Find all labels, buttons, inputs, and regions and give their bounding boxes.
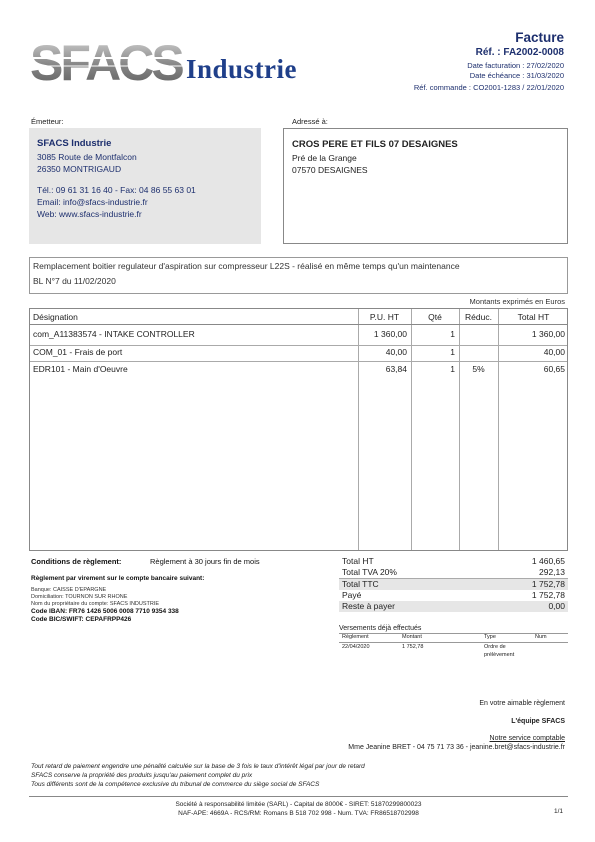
total-value: 1 752,78 <box>531 579 565 589</box>
legal-line: Tous différents sont de la compétence exclusive du tribunal de commerce du siège social de SFACS <box>31 781 320 788</box>
page-number: 1/1 <box>553 808 563 815</box>
totals-block <box>339 556 568 612</box>
invoice-date: Date facturation : 27/02/2020 <box>467 61 564 70</box>
row-total: 40,00 <box>543 347 565 357</box>
total-value: 0,00 <box>548 601 565 611</box>
closing-signature: L'équipe SFACS <box>511 718 565 725</box>
header-total: Total HT <box>517 312 550 322</box>
total-row <box>339 567 568 579</box>
invoice-object <box>29 257 568 294</box>
sender-name: SFACS Industrie <box>37 138 112 149</box>
row-total: 60,65 <box>543 364 565 374</box>
total-label: Reste à payer <box>342 601 395 611</box>
footer-line-2: NAF-APE: 4669A - RCS/RM: Romans B 518 702 998 - Num. TVA: FR86518702998 <box>178 810 419 817</box>
invoice-header <box>414 30 564 93</box>
accounting-contact: Mme Jeanine BRET - 04 75 71 73 36 - jeanine.bret@sfacs-industrie.fr <box>348 744 565 751</box>
due-date: Date échéance : 31/03/2020 <box>469 71 564 80</box>
payments-header-date: Règlement <box>342 634 369 640</box>
closing-line-1: En votre aimable règlement <box>479 700 565 707</box>
total-row <box>339 579 568 590</box>
delivery-note: BL N°7 du 11/02/2020 <box>33 276 116 286</box>
payments-header-num: Num <box>535 634 547 640</box>
sender-address-2: 26350 MONTRIGAUD <box>37 164 122 174</box>
row-unit-price: 63,84 <box>385 364 407 374</box>
total-value: 1 752,78 <box>531 590 565 600</box>
sender-web: Web: www.sfacs-industrie.fr <box>37 209 142 219</box>
total-row <box>339 556 568 567</box>
payment-date: 22/04/2020 <box>342 644 370 650</box>
row-unit-price: 40,00 <box>385 347 407 357</box>
sender-block <box>29 128 261 244</box>
payment-type: Ordre de <box>484 644 506 650</box>
invoice-lines-table <box>29 308 568 551</box>
row-discount: 5% <box>472 364 485 374</box>
account-owner: Nom du propriétaire du compte: SFACS INDUSTRIE <box>31 601 160 607</box>
payments-header-amount: Montant <box>402 634 422 640</box>
sfacs-logo-graphic <box>28 32 188 88</box>
payments-title: Versements déjà effectués <box>339 625 568 634</box>
total-row <box>339 601 568 612</box>
recipient-label: Adressé à: <box>292 117 328 126</box>
total-label: Total HT <box>342 556 374 566</box>
row-unit-price: 1 360,00 <box>373 329 407 339</box>
order-reference: Réf. commande : CO2001-1283 / 22/01/2020 <box>413 83 564 92</box>
row-quantity: 1 <box>450 329 455 339</box>
recipient-name: CROS PERE ET FILS 07 DESAIGNES <box>292 139 458 150</box>
logo-sub-text: Industrie <box>186 54 298 84</box>
legal-line: Tout retard de paiement engendre une pénalité calculée sur la base de 3 fois le taux d'intérêt légal par jour de retard <box>31 763 365 770</box>
payments-header-type: Type <box>484 634 496 640</box>
legal-line: SFACS conserve la propriété des produits jusqu'au paiement complet du prix <box>31 772 253 779</box>
sender-email: Email: info@sfacs-industrie.fr <box>37 197 148 207</box>
accounting-service: Notre service comptable <box>489 735 565 742</box>
bic: Code BIC/SWIFT: CEPAFRPP426 <box>31 616 132 623</box>
row-quantity: 1 <box>450 364 455 374</box>
recipient-address-2: 07570 DESAIGNES <box>292 165 368 175</box>
document-type: Facture <box>515 30 564 45</box>
currency-note: Montants exprimés en Euros <box>469 297 565 306</box>
legal-notes <box>31 762 365 789</box>
company-logo <box>28 32 318 88</box>
row-quantity: 1 <box>450 347 455 357</box>
header-quantity: Qté <box>428 312 442 322</box>
payments-header <box>339 634 568 643</box>
recipient-block <box>283 128 568 244</box>
conditions-label: Conditions de règlement: <box>31 557 122 566</box>
footer-line-1: Société à responsabilité limitée (SARL) - Capital de 8000€ - SIRET: 51870299800023 <box>175 801 422 808</box>
total-value: 292,13 <box>539 567 565 577</box>
payments-block <box>339 625 568 659</box>
total-label: Total TVA 20% <box>342 567 397 577</box>
payment-conditions <box>31 557 331 624</box>
invoice-reference: Réf. : FA2002-0008 <box>475 47 564 58</box>
header-unit-price: P.U. HT <box>369 312 400 322</box>
sender-address-1: 3085 Route de Montfalcon <box>37 152 137 162</box>
row-designation: com_A11383574 - INTAKE CONTROLLER <box>33 329 195 339</box>
bank-name: Banque: CAISSE D'EPARGNE <box>31 587 107 593</box>
row-designation: EDR101 - Main d'Oeuvre <box>33 364 128 374</box>
object-description: Remplacement boitier regulateur d'aspiration sur compresseur L22S - réalisé en même temps qu'un maintenance <box>33 261 460 271</box>
logo-main-text: SFACS <box>30 35 182 88</box>
total-row <box>339 590 568 601</box>
payment-row <box>339 643 568 659</box>
payment-amount: 1 752,78 <box>402 644 424 650</box>
iban: Code IBAN: FR76 1426 5006 0008 7710 9354 338 <box>31 608 179 615</box>
transfer-title: Règlement par virement sur le compte bancaire suivant: <box>31 575 205 582</box>
recipient-address-1: Pré de la Grange <box>292 153 357 163</box>
conditions-value: Règlement à 30 jours fin de mois <box>150 557 260 566</box>
total-label: Payé <box>342 590 362 600</box>
total-value: 1 460,65 <box>531 556 565 566</box>
header-designation: Désignation <box>33 312 78 322</box>
row-designation: COM_01 - Frais de port <box>33 347 123 357</box>
bank-domiciliation: Domiciliation: TOURNON SUR RHONE <box>31 594 128 600</box>
row-total: 1 360,00 <box>531 329 565 339</box>
sender-phone: Tél.: 09 61 31 16 40 - Fax: 04 86 55 63 01 <box>37 185 196 195</box>
header-discount: Réduc. <box>465 312 492 322</box>
total-label: Total TTC <box>342 579 379 589</box>
sender-label: Émetteur: <box>31 117 64 126</box>
table-header <box>30 309 567 325</box>
payment-type-line2: prélèvement <box>484 652 515 658</box>
page-footer <box>29 796 568 818</box>
